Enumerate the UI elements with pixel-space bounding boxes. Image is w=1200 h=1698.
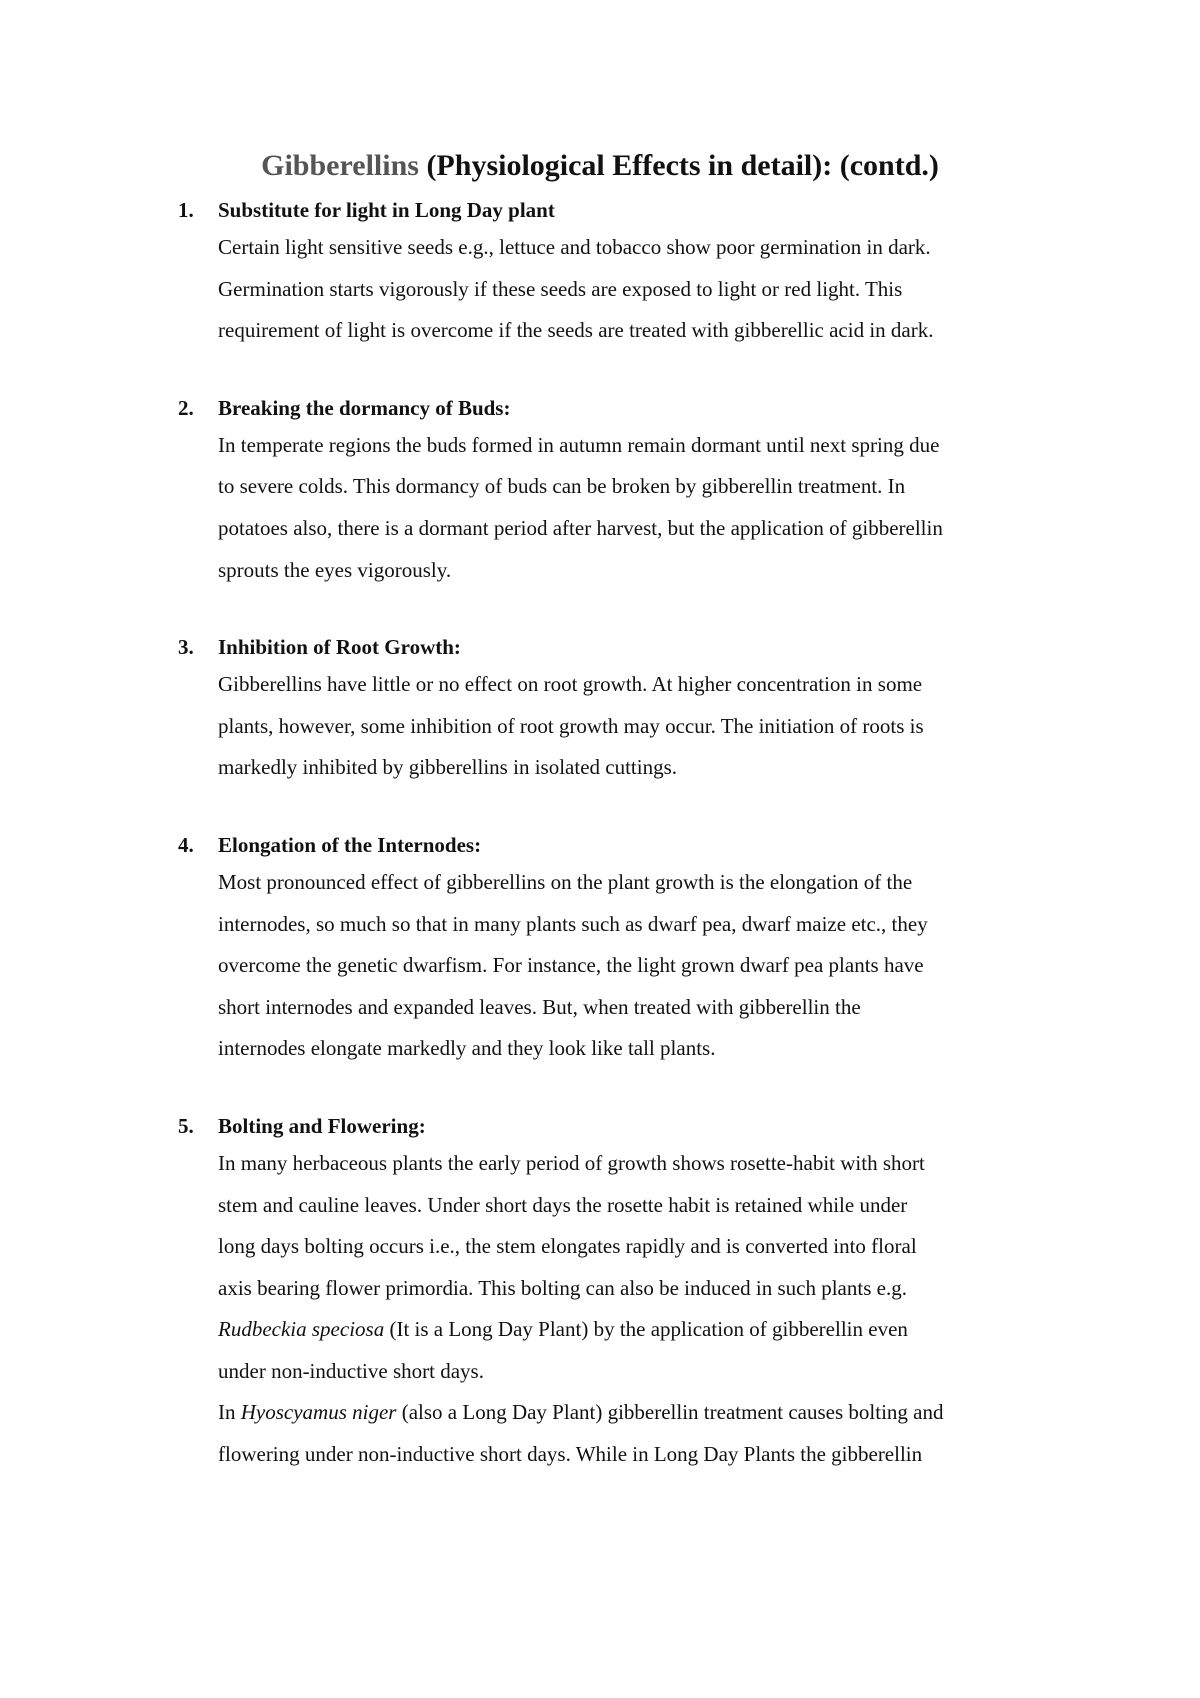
- line-text: In: [218, 1400, 241, 1425]
- line-text: (It is a Long Day Plant) by the application of gibberellin even: [384, 1317, 908, 1342]
- item-heading: Breaking the dormancy of Buds:: [218, 395, 511, 420]
- paragraph-line: sprouts the eyes vigorously.: [218, 557, 452, 582]
- page-title: [0, 146, 1200, 186]
- item-body: [218, 425, 1078, 591]
- paragraph-line: In many herbaceous plants the early period of growth shows rosette-habit with short: [218, 1150, 925, 1175]
- paragraph-line: long days bolting occurs i.e., the stem elongates rapidly and is converted into floral: [218, 1234, 917, 1259]
- list-item: [178, 1112, 1078, 1476]
- item-number: 3.: [178, 635, 194, 660]
- item-number: 1.: [178, 198, 194, 222]
- paragraph-line: Most pronounced effect of gibberellins on the plant growth is the elongation of the: [218, 869, 913, 894]
- paragraph-line: to severe colds. This dormancy of buds can be broken by gibberellin treatment. In: [218, 474, 906, 499]
- paragraph-line: potatoes also, there is a dormant period after harvest, but the application of gibberellin: [218, 515, 943, 540]
- list-item: [178, 831, 1078, 1070]
- item-heading: Elongation of the Internodes:: [218, 832, 482, 857]
- paragraph-line: In temperate regions the buds formed in autumn remain dormant until next spring due: [218, 432, 940, 457]
- paragraph-line: markedly inhibited by gibberellins in isolated cuttings.: [218, 755, 678, 780]
- line-text: (also a Long Day Plant) gibberellin treatment causes bolting and: [396, 1400, 944, 1425]
- title-subtitle: (Physiological Effects in detail): (contd.): [418, 149, 939, 182]
- list-item: [178, 633, 1078, 789]
- paragraph-line: Certain light sensitive seeds e.g., lettuce and tobacco show poor germination in dark.: [218, 235, 931, 259]
- list-item: [178, 394, 1078, 591]
- item-number: 2.: [178, 395, 194, 420]
- item-number: 5.: [178, 1113, 194, 1138]
- item-body: [218, 664, 1078, 789]
- paragraph-line: flowering under non-inductive short days. While in Long Day Plants the gibberellin: [218, 1442, 923, 1467]
- item-body: [218, 862, 1078, 1070]
- paragraph-line: stem and cauline leaves. Under short days the rosette habit is retained while under: [218, 1192, 908, 1217]
- item-heading: Inhibition of Root Growth:: [218, 635, 461, 660]
- paragraph-line: axis bearing flower primordia. This bolting can also be induced in such plants e.g.: [218, 1275, 907, 1300]
- paragraph-line: short internodes and expanded leaves. But, when treated with gibberellin the: [218, 994, 861, 1019]
- species-name-hyoscyamus: Hyoscyamus niger: [240, 1400, 397, 1425]
- paragraph-line: internodes, so much so that in many plants such as dwarf pea, dwarf maize etc., they: [218, 911, 928, 936]
- paragraph-line: under non-inductive short days.: [218, 1358, 484, 1383]
- list-item: [178, 196, 1078, 352]
- item-body: [218, 227, 1078, 352]
- paragraph-line: internodes elongate markedly and they look like tall plants.: [218, 1036, 716, 1061]
- paragraph-line: Gibberellins have little or no effect on root growth. At higher concentration in some: [218, 672, 923, 697]
- paragraph-line: plants, however, some inhibition of root growth may occur. The initiation of roots is: [218, 713, 924, 738]
- paragraph-line: [218, 1392, 1078, 1434]
- paragraph-line: requirement of light is overcome if the seeds are treated with gibberellic acid in dark.: [218, 318, 934, 343]
- species-name-rudbeckia: Rudbeckia speciosa: [218, 1317, 385, 1342]
- item-number: 4.: [178, 832, 194, 857]
- item-heading: Substitute for light in Long Day plant: [218, 198, 555, 222]
- item-heading: Bolting and Flowering:: [218, 1113, 426, 1138]
- title-gibberellins: Gibberellins: [261, 149, 419, 182]
- item-body: [218, 1143, 1078, 1476]
- paragraph-line: Germination starts vigorously if these seeds are exposed to light or red light. This: [218, 276, 903, 301]
- effects-list: [178, 196, 1078, 1518]
- paragraph-line: [218, 1309, 1078, 1351]
- paragraph-line: overcome the genetic dwarfism. For instance, the light grown dwarf pea plants have: [218, 953, 924, 978]
